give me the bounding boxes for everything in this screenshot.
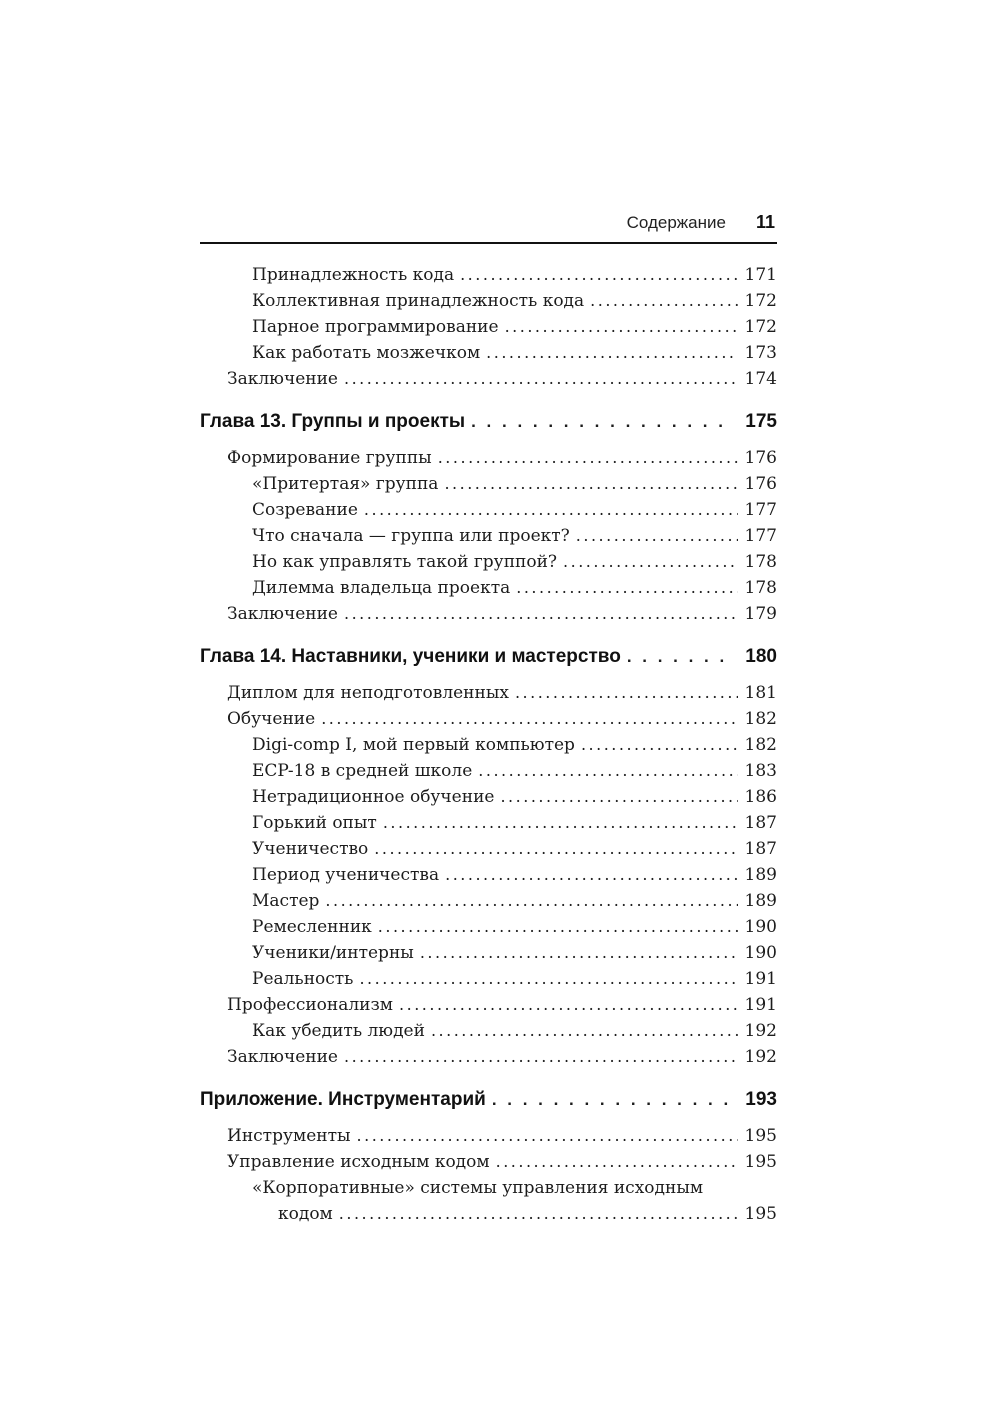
toc-entry-page: 190	[744, 917, 777, 937]
dot-leader	[344, 601, 738, 627]
toc-entry-page: 187	[744, 839, 777, 859]
toc-entry	[200, 810, 777, 836]
toc-entry	[200, 1044, 777, 1070]
toc-entry-page: 176	[744, 448, 777, 468]
toc-entry	[200, 1149, 777, 1175]
toc-entry-page: 189	[744, 865, 777, 885]
dot-leader	[505, 314, 738, 340]
dot-leader	[420, 940, 738, 966]
dot-leader	[581, 732, 738, 758]
running-head-title: Содержание	[626, 213, 726, 232]
toc-entry-page: 172	[744, 317, 777, 337]
toc-entry-title: Ученичество	[252, 839, 369, 859]
dot-leader	[399, 992, 738, 1018]
toc-entry	[200, 262, 777, 288]
toc-entry-title: Парное программирование	[252, 317, 499, 337]
dot-leader	[383, 810, 738, 836]
dot-leader	[486, 340, 738, 366]
toc-entry-title: Профессионализм	[227, 995, 394, 1015]
toc-entry-title: Принадлежность кода	[252, 265, 455, 285]
dot-leader	[496, 1149, 738, 1175]
dot-leader	[374, 836, 738, 862]
toc-entry	[200, 966, 777, 992]
dot-leader	[460, 262, 738, 288]
toc-entry	[200, 836, 777, 862]
dot-leader	[627, 644, 733, 669]
toc-entry-title: Формирование группы	[227, 448, 432, 468]
running-head	[200, 212, 777, 244]
toc-entry	[200, 784, 777, 810]
toc-entry-title: Обучение	[227, 709, 316, 729]
toc-entry-page: 182	[744, 709, 777, 729]
dot-leader	[321, 706, 738, 732]
toc-entry	[200, 706, 777, 732]
toc-entry-title: Нетрадиционное обучение	[252, 787, 495, 807]
toc-entry	[200, 644, 777, 669]
toc-entry-title: ECP-18 в средней школе	[252, 761, 473, 781]
toc-entry	[200, 497, 777, 523]
toc-entry-page: 189	[744, 891, 777, 911]
toc-entry-page: 178	[744, 552, 777, 572]
toc-entry-title: Коллективная принадлежность кода	[252, 291, 585, 311]
toc-entry-page: 192	[744, 1021, 777, 1041]
dot-leader	[492, 1087, 733, 1112]
dot-leader	[344, 366, 738, 392]
toc-entry	[200, 288, 777, 314]
toc-entry-title: Созревание	[252, 500, 358, 520]
toc-entry-page: 179	[744, 604, 777, 624]
toc-entry-page: 178	[744, 578, 777, 598]
toc-entry-page: 177	[744, 526, 777, 546]
toc-entry-title: Диплом для неподготовленных	[227, 683, 509, 703]
dot-leader	[445, 862, 738, 888]
toc-entry	[200, 758, 777, 784]
dot-leader	[344, 1044, 738, 1070]
dot-leader	[478, 758, 738, 784]
dot-leader	[359, 966, 738, 992]
toc-entry	[200, 314, 777, 340]
toc-entry-page: 195	[744, 1126, 777, 1146]
toc-entry-page: 193	[745, 1089, 777, 1110]
toc-entry-page: 190	[744, 943, 777, 963]
dot-leader	[438, 445, 738, 471]
toc-entry-title: Период ученичества	[252, 865, 440, 885]
toc-entry	[200, 1123, 777, 1149]
toc-entry-title: Инструменты	[227, 1126, 351, 1146]
dot-leader	[364, 497, 738, 523]
toc-entry	[200, 940, 777, 966]
toc-entry-title: «Притертая» группа	[252, 474, 439, 494]
toc-entry-page: 172	[744, 291, 777, 311]
toc-entry-title: Ремесленник	[252, 917, 372, 937]
toc-entry-title: Ученики/интерны	[252, 943, 414, 963]
toc-entry	[200, 732, 777, 758]
toc-entry	[200, 992, 777, 1018]
toc-entry-title: Глава 13. Группы и проекты	[200, 411, 466, 432]
toc-entry	[200, 1175, 777, 1201]
toc-list	[200, 262, 777, 1227]
toc-entry-title: Как работать мозжечком	[252, 343, 481, 363]
dot-leader	[444, 471, 738, 497]
toc-entry-page: 191	[744, 969, 777, 989]
toc-entry-title: Горький опыт	[252, 813, 377, 833]
dot-leader	[516, 575, 738, 601]
toc-entry-title: Дилемма владельца проекта	[252, 578, 511, 598]
dot-leader	[357, 1123, 738, 1149]
toc-entry-page: 195	[744, 1204, 777, 1224]
toc-entry	[200, 409, 777, 434]
dot-leader	[576, 523, 738, 549]
toc-entry-title: Заключение	[227, 604, 338, 624]
dot-leader	[325, 888, 738, 914]
running-head-page-number: 11	[755, 212, 775, 232]
toc-entry	[200, 914, 777, 940]
toc-entry	[200, 862, 777, 888]
dot-leader	[500, 784, 738, 810]
toc-entry-page: 182	[744, 735, 777, 755]
toc-entry-page: 183	[744, 761, 777, 781]
toc-entry-page: 176	[744, 474, 777, 494]
toc-entry	[200, 340, 777, 366]
toc-entry-title: Как убедить людей	[252, 1021, 425, 1041]
toc-entry-title: Digi-comp I, мой первый компьютер	[252, 735, 575, 755]
dot-leader	[515, 680, 738, 706]
toc-entry	[200, 575, 777, 601]
toc-entry-title: Заключение	[227, 369, 338, 389]
toc-entry-page: 174	[744, 369, 777, 389]
toc-entry-title: Приложение. Инструментарий	[200, 1089, 486, 1110]
toc-entry	[200, 445, 777, 471]
toc-entry-page: 181	[744, 683, 777, 703]
toc-entry	[200, 523, 777, 549]
toc-entry-page: 177	[744, 500, 777, 520]
toc-entry-title: Что сначала — группа или проект?	[252, 526, 570, 546]
toc-entry	[200, 888, 777, 914]
toc-entry-page: 171	[744, 265, 777, 285]
toc-entry-page: 186	[744, 787, 777, 807]
toc-entry-title: кодом	[278, 1204, 333, 1224]
toc-entry-title: «Корпоративные» системы управления исходным	[252, 1178, 704, 1198]
toc-entry	[200, 1018, 777, 1044]
toc-entry	[200, 549, 777, 575]
dot-leader	[590, 288, 738, 314]
toc-entry-page: 173	[744, 343, 777, 363]
toc-entry-page: 175	[745, 411, 777, 432]
toc-entry-title: Глава 14. Наставники, ученики и мастерство	[200, 646, 621, 667]
toc-entry	[200, 1087, 777, 1112]
dot-leader	[563, 549, 738, 575]
toc-entry-page: 187	[744, 813, 777, 833]
toc-entry	[200, 601, 777, 627]
toc-entry	[200, 471, 777, 497]
toc-entry-page: 192	[744, 1047, 777, 1067]
toc-entry	[200, 366, 777, 392]
dot-leader	[431, 1018, 738, 1044]
toc-entry-title: Но как управлять такой группой?	[252, 552, 558, 572]
dot-leader	[471, 409, 733, 434]
toc-entry-title: Мастер	[252, 891, 320, 911]
book-page	[200, 212, 777, 1227]
dot-leader	[378, 914, 738, 940]
toc-entry-title: Заключение	[227, 1047, 338, 1067]
toc-entry-page: 195	[744, 1152, 777, 1172]
toc-entry-page: 180	[745, 646, 777, 667]
toc-entry-page: 191	[744, 995, 777, 1015]
toc-entry-title: Реальность	[252, 969, 354, 989]
toc-entry	[200, 680, 777, 706]
toc-entry-title: Управление исходным кодом	[227, 1152, 490, 1172]
dot-leader	[339, 1201, 738, 1227]
toc-entry	[200, 1201, 777, 1227]
